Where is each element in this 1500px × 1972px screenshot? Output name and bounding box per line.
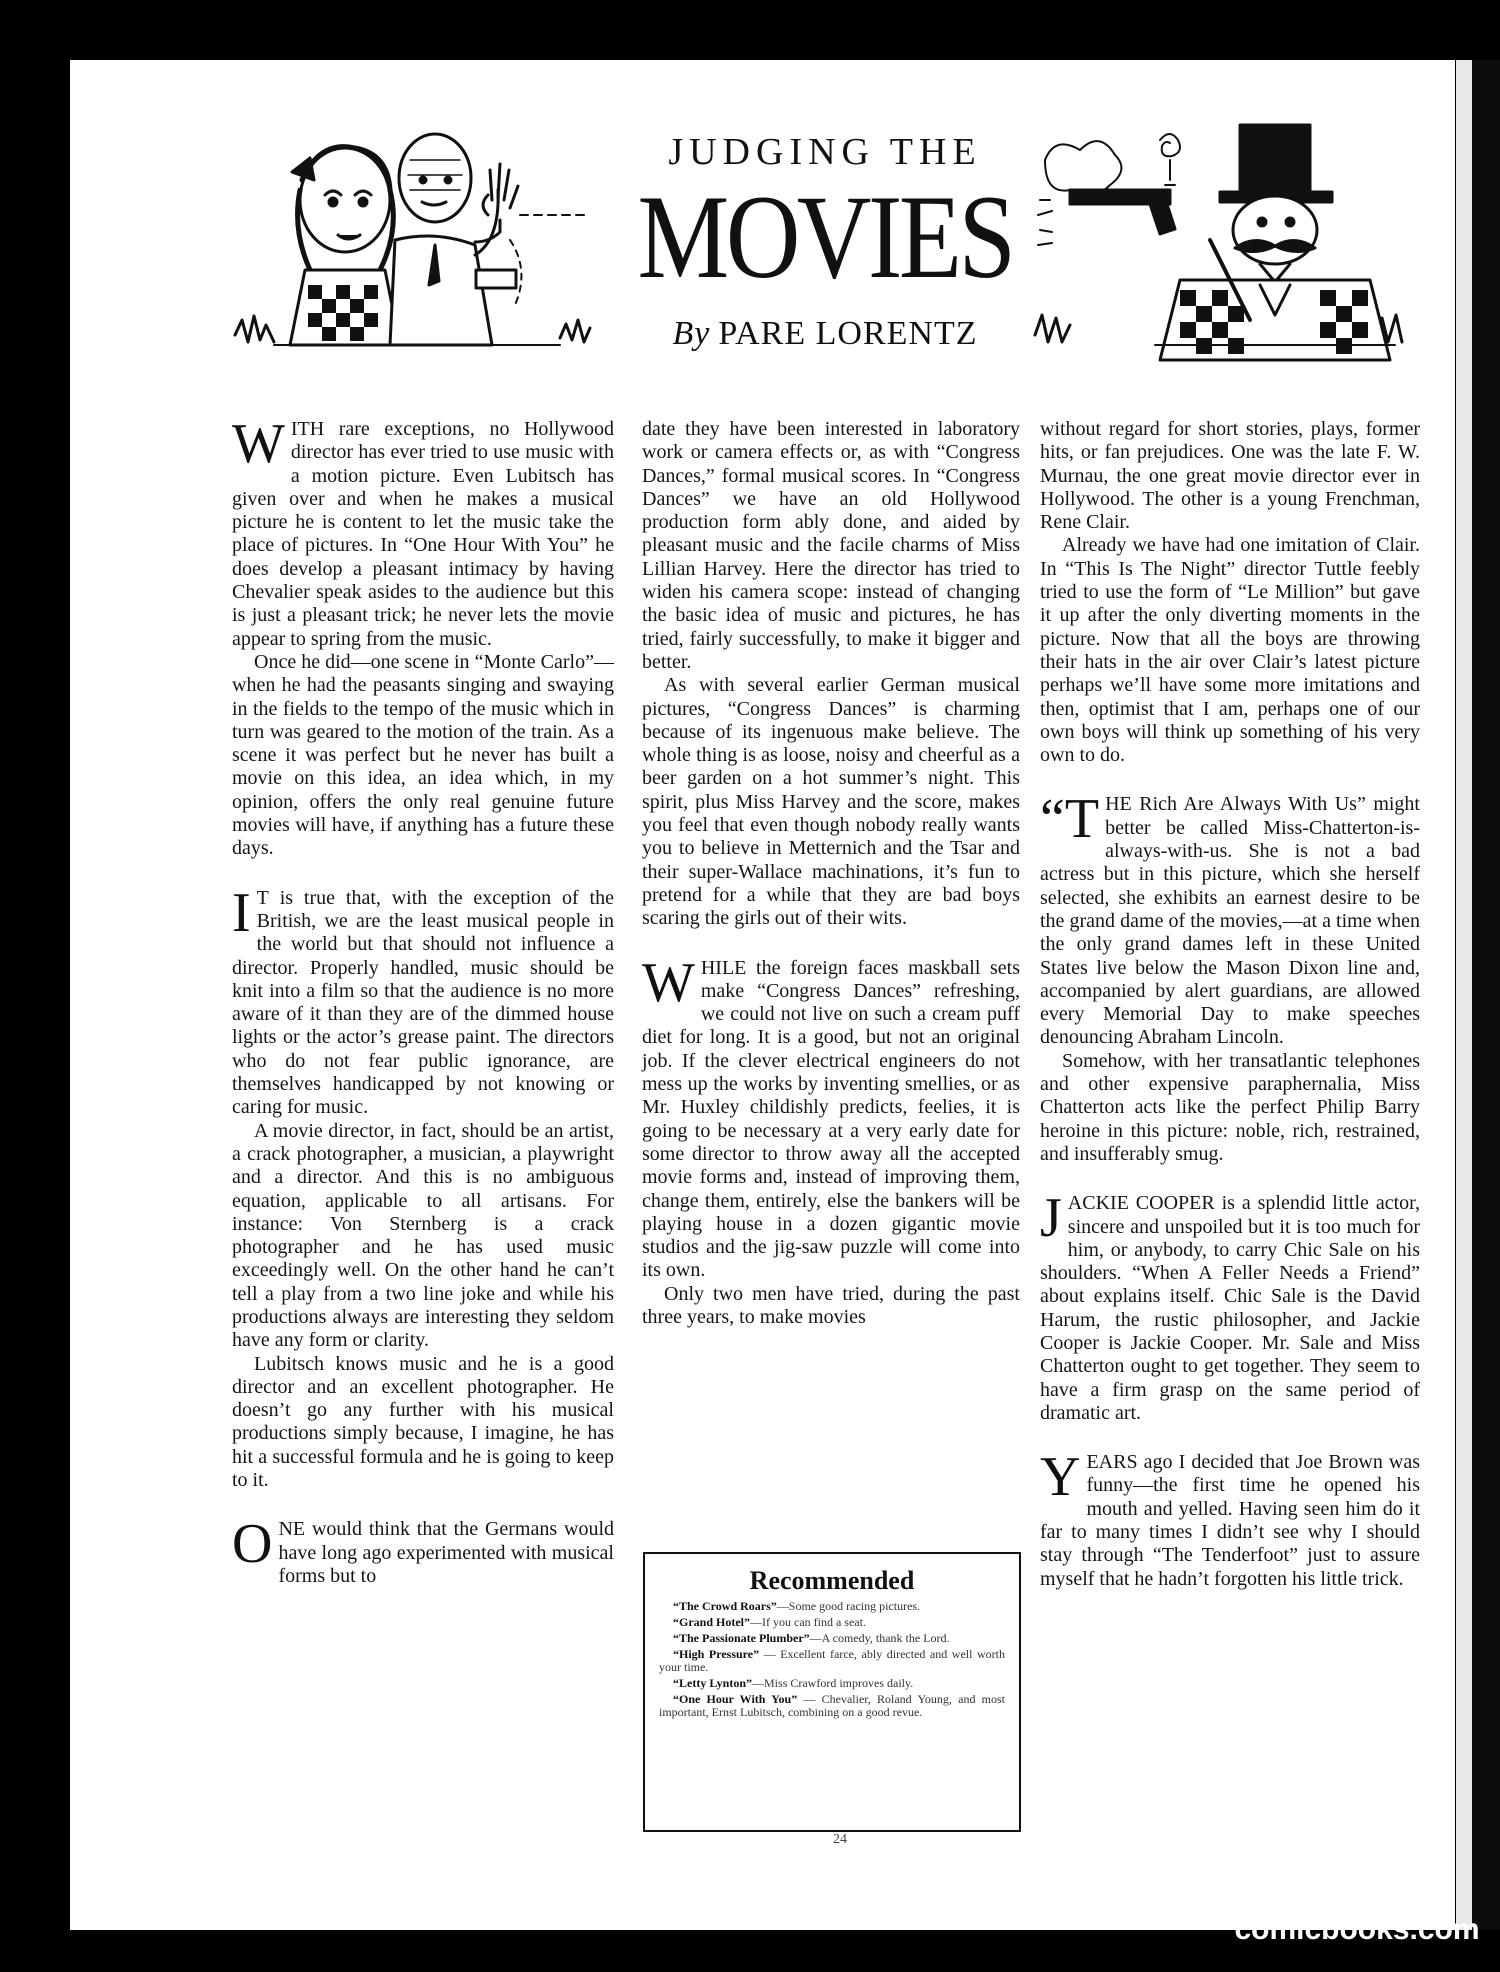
drop-cap: W (232, 413, 285, 475)
paragraph (642, 951, 1020, 1283)
illustration-couple (230, 120, 630, 360)
page-edge-right (1456, 60, 1472, 1930)
recommended-item (659, 1600, 1005, 1613)
paragraph: A movie director, in fact, should be an artist, a crack photographer, a musician, a playwright and a director. And this is no ambiguous equation, applicable to all artisans. For instance: Von Sternberg is a crack photographer and he has used music exceedingly well. On the other hand he can’t tell a play from a two line joke and while his productions always are interesting they seldom have any form or clarity. (232, 1119, 614, 1352)
paragraph: Only two men have tried, during the past three years, to make movies (642, 1282, 1020, 1328)
paragraph-text: rare exceptions, no Hollywood director has ever tried to use music with a motion picture. Even Lubitsch has given over and when he makes a musical picture he is content to let the music take the place of pictures. In “One Hour With You” he does develop a pleasant intimacy by having Chevalier speak asides to the audience but this is just a pleasant trick; he never lets the movie appear to spring from the music. (232, 418, 614, 650)
recommended-box (643, 1552, 1021, 1832)
lead-in: ITH (290, 418, 325, 440)
lead-in: EARS (1086, 1451, 1138, 1474)
lead-in: ACKIE COOPER (1067, 1192, 1215, 1215)
recommended-title: Recommended (749, 1566, 915, 1595)
byline-by: By (672, 315, 711, 352)
film-title: “One Hour With You” (673, 1692, 798, 1706)
film-note: — Excellent farce, ably directed and well worth your time. (659, 1647, 1005, 1674)
paragraph: Somehow, with her transatlantic telephones and other expensive paraphernalia, Miss Chatterton acts like the perfect Philip Barry heroine in this picture: noble, rich, restrained, and insufferably smug. (1040, 1049, 1420, 1165)
headline-title: MOVIES (637, 170, 1013, 303)
paragraph-text: ago I decided that Joe Brown was funny—the first time he opened his mouth and yelled. Having seen him do it far to many times I didn’t see why I should stay through “The Tenderfoot” just to assure myself that he hadn’t forgotten his little trick. (1040, 1451, 1420, 1590)
paragraph: date they have been interested in laboratory work or camera effects or, as with “Congress Dances,” formal musical scores. In “Congress Dances” we have an old Hollywood production form ably done, and aided by pleasant music and the facile charms of Miss Lillian Harvey. Here the director has tried to widen his camera scope: instead of changing the basic idea of music and pictures, he has tried, fairly successfully, to make it bigger and better. (642, 418, 1020, 673)
recommended-item (659, 1693, 1005, 1719)
lead-in: HILE (700, 956, 747, 979)
paragraph (1040, 1446, 1420, 1591)
drop-cap: Y (1040, 1446, 1081, 1509)
paragraph: As with several earlier German musical pictures, “Congress Dances” is charming because of its ingenuous make believe. The whole thing is as loose, noisy and cheerful as a beer garden on a hot summer’s night. This spirit, plus Miss Harvey and the score, makes you feel that even though nobody really wants you to believe in Metternich and the Tsar and their super-Wallace machinations, it’s fun to pretend for a while that they are bad boys scaring the girls out of their wits. (642, 674, 1020, 930)
paragraph-text: would think that the Germans would have long ago experimented with musical forms but to (278, 1518, 614, 1587)
film-title: “Letty Lynton” (673, 1676, 753, 1690)
recommended-item (659, 1616, 1005, 1629)
byline (600, 315, 1050, 353)
paragraph-text: the foreign faces maskball sets make “Congress Dances” refreshing, we could not live on such a cream puff diet for long. It is a good, but not an original job. If the clever electrical engineers do not mess up the works by inventing smellies, or as Mr. Huxley childishly predicts, feelies, it is going to be necessary at a very early date for some director to throw away all the accepted movie forms and, instead of improving them, change them, entirely, else the bankers will be playing house in a dozen gigantic movie studios and the jig-saw puzzle will come into its own. (642, 956, 1020, 1282)
recommended-item (659, 1677, 1005, 1690)
paragraph-text: is true that, with the exception of the British, we are the least musical people in the world but that should not influence a director. Properly handled, music should be knit into a film so that the audience is no more aware of it than they are of the dimmed house lights or the actor’s grease paint. The directors who do not fear public ignorance, are themselves handicapped by not knowing or caring for music. (232, 886, 614, 1119)
film-title: “Grand Hotel” (673, 1615, 750, 1629)
paragraph (232, 1513, 614, 1588)
illustration-villain (1030, 120, 1430, 380)
article-column-2 (642, 418, 1020, 1329)
film-title: “The Crowd Roars” (673, 1599, 777, 1613)
drop-cap: J (1040, 1187, 1062, 1250)
film-note: — Chevalier, Roland Young, and most important, Ernst Lubitsch, combining on a good revue. (659, 1692, 1005, 1719)
paragraph: Already we have had one imitation of Clair. In “This Is The Night” director Tuttle feebly tried to use the form of “Le Million” but gave it up after the only diverting moments in the picture. Now that all the boys are throwing their hats in the air over Clair’s latest picture perhaps we’ll have some more imitations and then, optimist that I am, perhaps one of our own boys will think up something of his very own to do. (1040, 534, 1420, 767)
article-column-3 (1040, 418, 1420, 1591)
paragraph-text: is a splendid little actor, sincere and unspoiled but it is too much for him, or anybody, to carry Chic Sale on his shoulders. “When A Feller Needs a Friend” about explains itself. Chic Sale is the David Harum, the rustic philosopher, and Jackie Cooper is Jackie Cooper. Mr. Sale and Miss Chatterton ought to get together. They seem to have a firm grasp on the same period of dramatic art. (1040, 1192, 1420, 1424)
paragraph: Lubitsch knows music and he is a good director and an excellent photographer. He doesn’t go any further with his musical productions simply because, I imagine, he has hit a successful formula and he is going to keep to it. (232, 1352, 614, 1492)
recommended-item (659, 1648, 1005, 1674)
paragraph (232, 413, 614, 651)
lead-in: HE (1105, 793, 1132, 816)
paragraph: without regard for short stories, plays, former hits, or fan prejudices. One was the late F. W. Murnau, the one great movie director ever in Hollywood. The other is a young Frenchman, Rene Clair. (1040, 418, 1420, 534)
paragraph (232, 881, 614, 1120)
paragraph: Once he did—one scene in “Monte Carlo”—when he had the peasants singing and swaying in the fields to the tempo of the music which in turn was geared to the motion of the train. As a scene it was perfect but he never has built a movie on this idea, an idea which, in my opinion, offers the only real genuine future movies will have, if anything has a future these days. (232, 650, 614, 860)
paragraph (1040, 788, 1420, 1049)
binding-shadow (1472, 60, 1500, 1930)
watermark: comicbooks.com (1234, 1913, 1480, 1946)
drop-cap: “T (1040, 788, 1100, 851)
article-column-1 (232, 413, 614, 1588)
drop-cap: W (642, 951, 695, 1014)
film-title: “The Passionate Plumber” (673, 1631, 810, 1645)
film-note: —If you can find a seat. (750, 1615, 866, 1629)
byline-author: PARE LORENTZ (718, 315, 978, 352)
lead-in: T (256, 886, 269, 909)
page-number: 24 (833, 1832, 847, 1847)
film-note: —Miss Crawford improves daily. (752, 1676, 914, 1690)
film-note: —Some good racing pictures. (776, 1599, 921, 1613)
film-title: “High Pressure” (673, 1647, 760, 1661)
paragraph (1040, 1187, 1420, 1425)
film-note: —A comedy, thank the Lord. (809, 1631, 950, 1645)
drop-cap: O (232, 1513, 273, 1576)
paragraph-text: Rich Are Always With Us” might better be called Miss-Chatterton-is-always-with-us. She is not a bad actress but in this picture, which she herself selected, she exhibits an earnest desire to be the grand dame of the movies,—at a time when the only grand dames left in these United States live below the Mason Dixon line and, accompanied by alert guardians, are allowed every Memorial Day to make speeches denouncing Abraham Lincoln. (1040, 793, 1420, 1049)
drop-cap: I (232, 881, 251, 944)
lead-in: NE (278, 1518, 306, 1541)
recommended-item (659, 1632, 1005, 1645)
headline-kicker: JUDGING THE (668, 131, 982, 173)
